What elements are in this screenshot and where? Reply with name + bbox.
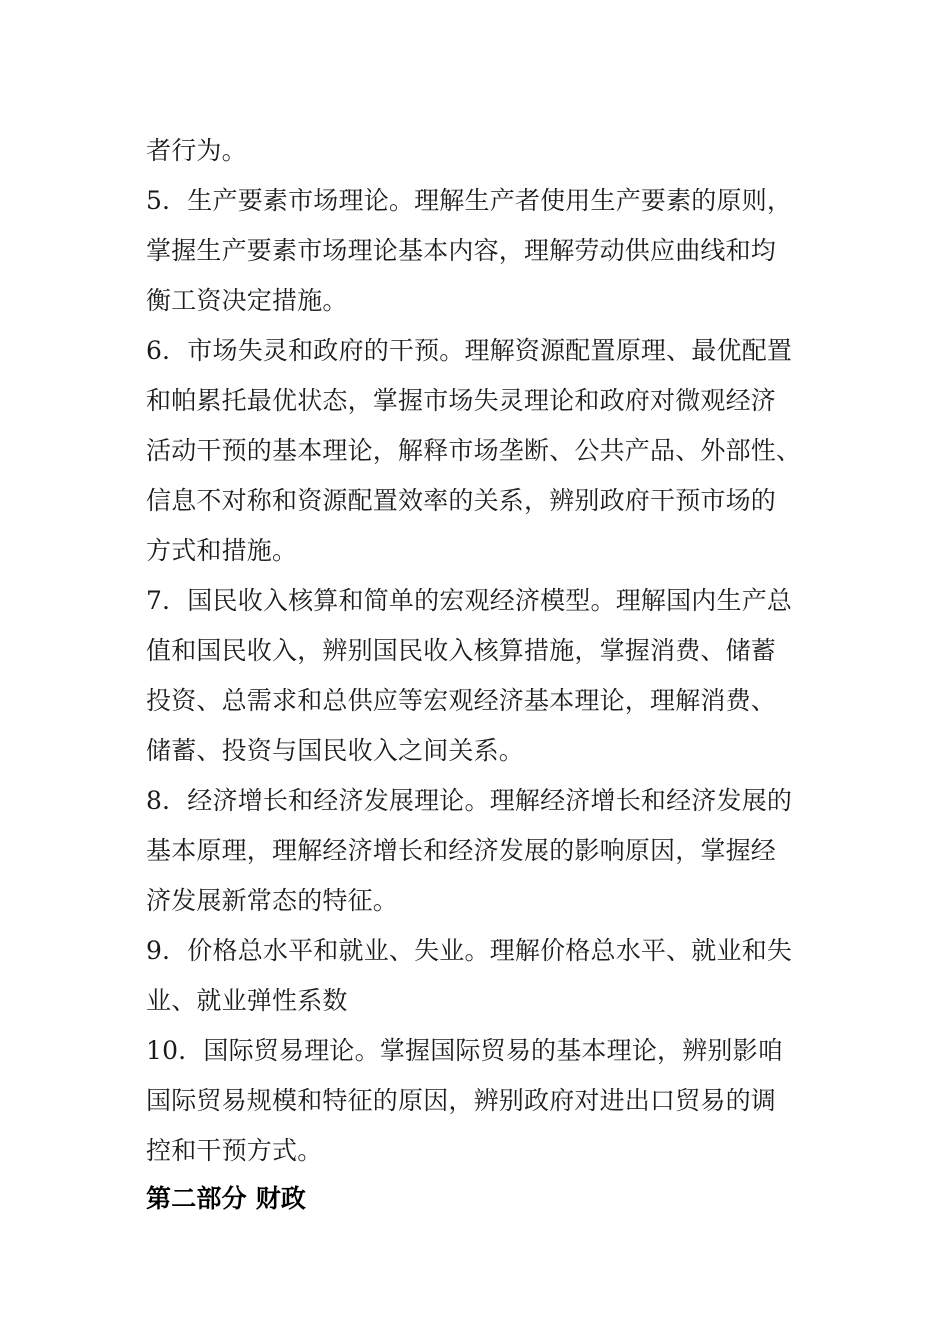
text-line: 6．市场失灵和政府的干预。理解资源配置原理、最优配置 xyxy=(146,336,793,365)
text-line: 国际贸易规模和特征的原因，辨别政府对进出口贸易的调 xyxy=(146,1086,777,1115)
text-line: 控和干预方式。 xyxy=(146,1136,323,1165)
text-line: 5．生产要素市场理论。理解生产者使用生产要素的原则， xyxy=(146,186,793,215)
text-line: 7．国民收入核算和简单的宏观经济模型。理解国内生产总 xyxy=(146,586,793,615)
text-line: 衡工资决定措施。 xyxy=(146,286,348,315)
text-line: 9．价格总水平和就业、失业。理解价格总水平、就业和失 xyxy=(146,936,793,965)
text-line: 信息不对称和资源配置效率的关系，辨别政府干预市场的 xyxy=(146,486,777,515)
text-line: 值和国民收入，辨别国民收入核算措施，掌握消费、储蓄 xyxy=(146,636,777,665)
text-line: 储蓄、投资与国民收入之间关系。 xyxy=(146,736,525,765)
text-line: 业、就业弹性系数 xyxy=(146,986,348,1015)
section-heading: 第二部分 财政 xyxy=(146,1184,307,1213)
text-line: 8．经济增长和经济发展理论。理解经济增长和经济发展的 xyxy=(146,786,793,815)
text-line: 活动干预的基本理论，解释市场垄断、公共产品、外部性、 xyxy=(146,436,802,465)
text-line: 掌握生产要素市场理论基本内容，理解劳动供应曲线和均 xyxy=(146,236,777,265)
text-line: 方式和措施。 xyxy=(146,536,298,565)
text-line: 10．国际贸易理论。掌握国际贸易的基本理论，辨别影咱 xyxy=(146,1036,784,1065)
text-line: 者行为。 xyxy=(146,136,247,165)
text-line: 济发展新常态的特征。 xyxy=(146,886,399,915)
text-line: 和帕累托最优状态，掌握市场失灵理论和政府对微观经济 xyxy=(146,386,777,415)
text-line: 基本原理，理解经济增长和经济发展的影响原因，掌握经 xyxy=(146,836,777,865)
text-line: 投资、总需求和总供应等宏观经济基本理论，理解消费、 xyxy=(146,686,777,715)
